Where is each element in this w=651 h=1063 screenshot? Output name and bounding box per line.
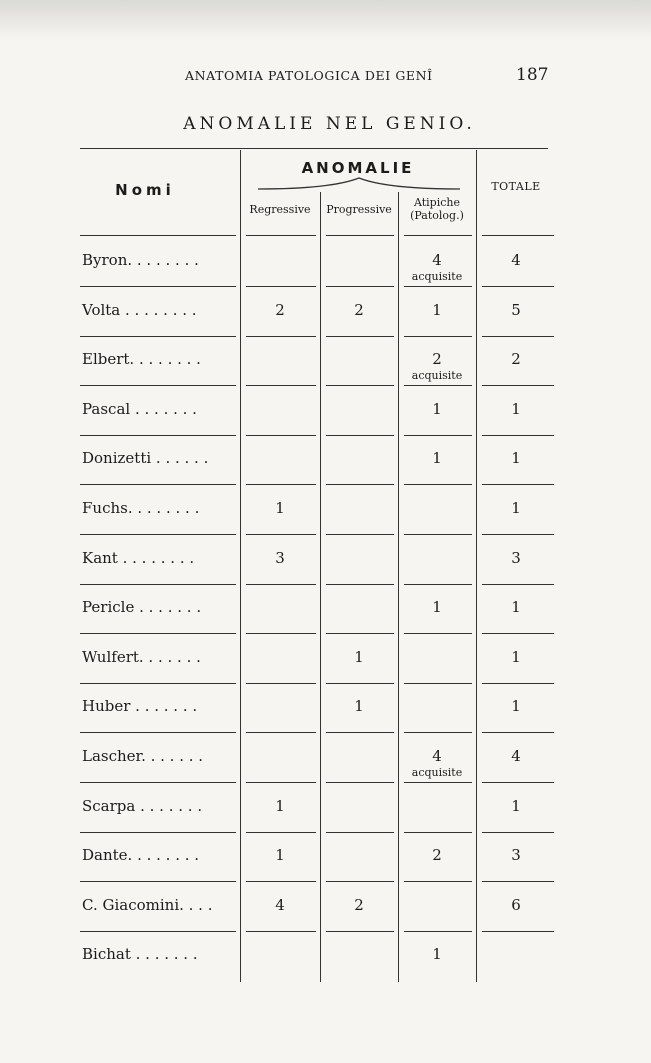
header-totale: TOTALE bbox=[491, 180, 541, 193]
table-top-rule bbox=[80, 148, 548, 149]
row-rule bbox=[246, 534, 316, 535]
row-rule bbox=[80, 832, 236, 833]
row-rule bbox=[246, 732, 316, 733]
row-rule bbox=[482, 832, 554, 833]
row-regressive: 1 bbox=[275, 796, 285, 815]
header-nomi: Nomi bbox=[115, 181, 175, 199]
row-totale: 1 bbox=[511, 796, 521, 815]
row-rule bbox=[482, 931, 554, 932]
row-rule bbox=[326, 782, 394, 783]
header-atipiche-line1: Atipiche bbox=[413, 196, 460, 209]
row-name: Pericle . . . . . . . bbox=[82, 598, 202, 617]
row-rule bbox=[80, 683, 236, 684]
row-name: Lascher. . . . . . . bbox=[82, 747, 204, 765]
row-rule bbox=[80, 881, 236, 882]
row-rule bbox=[404, 484, 472, 485]
row-totale: 6 bbox=[511, 895, 521, 914]
row-name: Dante. . . . . . . . bbox=[82, 846, 200, 865]
row-rule bbox=[80, 435, 236, 436]
row-totale: 1 bbox=[511, 499, 521, 517]
row-atipiche: 2 bbox=[432, 846, 442, 865]
row-rule bbox=[80, 584, 236, 585]
row-regressive: 1 bbox=[275, 846, 285, 865]
row-progressive: 1 bbox=[354, 697, 364, 716]
row-rule bbox=[404, 683, 472, 684]
table-row bbox=[0, 747, 651, 797]
row-rule bbox=[404, 584, 472, 585]
table-row bbox=[0, 896, 651, 946]
table-row bbox=[0, 301, 651, 351]
header-progressive: Progressive bbox=[326, 203, 392, 216]
row-totale: 4 bbox=[511, 251, 521, 269]
header-atipiche-line2: (Patolog.) bbox=[410, 209, 464, 222]
row-rule bbox=[80, 484, 236, 485]
row-rule bbox=[404, 832, 472, 833]
row-rule bbox=[246, 683, 316, 684]
row-rule bbox=[482, 683, 554, 684]
row-regressive: 4 bbox=[275, 895, 285, 914]
row-regressive: 3 bbox=[275, 548, 285, 567]
row-rule bbox=[326, 931, 394, 932]
row-note: acquisite bbox=[411, 766, 463, 779]
row-rule bbox=[404, 385, 472, 386]
row-rule bbox=[326, 633, 394, 634]
table-row bbox=[0, 598, 651, 648]
row-atipiche: 1 bbox=[432, 449, 442, 468]
row-atipiche: 4 bbox=[432, 251, 442, 269]
table-row bbox=[0, 400, 651, 450]
row-rule bbox=[404, 881, 472, 882]
row-rule bbox=[404, 931, 472, 932]
header-regressive: Regressive bbox=[249, 203, 311, 216]
row-rule bbox=[326, 534, 394, 535]
row-rule bbox=[482, 336, 554, 337]
row-rule bbox=[482, 633, 554, 634]
table-row bbox=[0, 449, 651, 499]
row-rule bbox=[246, 584, 316, 585]
row-name: Bichat . . . . . . . bbox=[82, 945, 198, 964]
row-rule bbox=[246, 832, 316, 833]
table-row bbox=[0, 697, 651, 747]
row-rule bbox=[80, 534, 236, 535]
row-rule bbox=[482, 584, 554, 585]
row-atipiche: 1 bbox=[432, 399, 442, 418]
row-totale: 2 bbox=[511, 350, 521, 369]
row-totale: 1 bbox=[511, 399, 521, 418]
row-name: Volta . . . . . . . . bbox=[82, 300, 197, 319]
row-rule bbox=[80, 931, 236, 932]
row-rule bbox=[246, 633, 316, 634]
row-rule bbox=[326, 286, 394, 287]
row-rule bbox=[482, 881, 554, 882]
row-rule bbox=[80, 385, 236, 386]
page-number: 187 bbox=[516, 65, 549, 85]
row-rule bbox=[482, 732, 554, 733]
row-rule bbox=[246, 435, 316, 436]
row-name: Huber . . . . . . . bbox=[82, 697, 198, 716]
row-name: C. Giacomini. . . . bbox=[82, 895, 213, 914]
row-progressive: 2 bbox=[354, 895, 364, 914]
table-row bbox=[0, 499, 651, 549]
row-totale: 3 bbox=[511, 846, 521, 865]
row-atipiche: 1 bbox=[432, 300, 442, 319]
row-name: Kant . . . . . . . . bbox=[82, 548, 195, 567]
section-title: ANOMALIE NEL GENIO. bbox=[183, 114, 476, 134]
row-note: acquisite bbox=[411, 270, 463, 283]
row-name: Byron. . . . . . . . bbox=[82, 251, 199, 269]
row-rule bbox=[80, 782, 236, 783]
header-atipiche bbox=[398, 196, 476, 222]
scan-top-band bbox=[0, 0, 651, 40]
row-rule bbox=[246, 931, 316, 932]
row-name: Fuchs. . . . . . . . bbox=[82, 499, 200, 517]
table-row bbox=[0, 350, 651, 400]
row-rule bbox=[326, 584, 394, 585]
row-totale: 4 bbox=[511, 747, 521, 765]
table-row bbox=[0, 549, 651, 599]
row-atipiche: 1 bbox=[432, 598, 442, 617]
row-rule bbox=[246, 782, 316, 783]
row-rule bbox=[326, 881, 394, 882]
row-rule bbox=[246, 881, 316, 882]
row-totale: 1 bbox=[511, 697, 521, 716]
anomalie-bracket bbox=[256, 175, 462, 191]
row-rule bbox=[404, 286, 472, 287]
row-note: acquisite bbox=[411, 369, 463, 383]
row-name: Pascal . . . . . . . bbox=[82, 399, 197, 418]
row-rule bbox=[80, 633, 236, 634]
row-rule bbox=[326, 732, 394, 733]
header-bottom-rule bbox=[482, 235, 554, 236]
row-atipiche: 1 bbox=[432, 945, 442, 964]
row-totale: 1 bbox=[511, 598, 521, 617]
header-bottom-rule bbox=[326, 235, 394, 236]
row-rule bbox=[326, 435, 394, 436]
running-head: ANATOMIA PATOLOGICA DEI GENÎ bbox=[185, 68, 433, 83]
row-atipiche: 2 bbox=[432, 350, 442, 369]
table-row bbox=[0, 846, 651, 896]
table-row bbox=[0, 251, 651, 301]
row-rule bbox=[482, 385, 554, 386]
row-rule bbox=[246, 484, 316, 485]
row-rule bbox=[404, 782, 472, 783]
row-rule bbox=[80, 732, 236, 733]
row-rule bbox=[404, 336, 472, 337]
row-rule bbox=[246, 336, 316, 337]
row-atipiche: 4 bbox=[432, 747, 442, 765]
header-bottom-rule bbox=[246, 235, 316, 236]
row-rule bbox=[326, 484, 394, 485]
row-rule bbox=[482, 782, 554, 783]
row-rule bbox=[326, 385, 394, 386]
row-regressive: 1 bbox=[275, 499, 285, 517]
row-totale: 3 bbox=[511, 548, 521, 567]
row-rule bbox=[404, 435, 472, 436]
row-rule bbox=[482, 435, 554, 436]
row-rule bbox=[326, 683, 394, 684]
row-totale: 5 bbox=[511, 300, 521, 319]
row-rule bbox=[482, 484, 554, 485]
row-rule bbox=[404, 534, 472, 535]
row-totale: 1 bbox=[511, 647, 521, 666]
row-rule bbox=[404, 732, 472, 733]
row-rule bbox=[404, 633, 472, 634]
header-bottom-rule bbox=[404, 235, 472, 236]
row-name: Elbert. . . . . . . . bbox=[82, 350, 201, 369]
row-rule bbox=[80, 286, 236, 287]
row-rule bbox=[326, 336, 394, 337]
row-name: Scarpa . . . . . . . bbox=[82, 796, 203, 815]
row-name: Wulfert. . . . . . . bbox=[82, 647, 201, 666]
row-totale: 1 bbox=[511, 449, 521, 468]
row-rule bbox=[246, 385, 316, 386]
row-name: Donizetti . . . . . . bbox=[82, 449, 209, 468]
row-progressive: 2 bbox=[354, 300, 364, 319]
row-rule bbox=[482, 534, 554, 535]
row-rule bbox=[246, 286, 316, 287]
table-row bbox=[0, 945, 651, 995]
row-regressive: 2 bbox=[275, 300, 285, 319]
row-progressive: 1 bbox=[354, 647, 364, 666]
row-rule bbox=[482, 286, 554, 287]
table-row bbox=[0, 648, 651, 698]
table-row bbox=[0, 797, 651, 847]
header-bottom-rule bbox=[80, 235, 236, 236]
row-rule bbox=[80, 336, 236, 337]
header-anomalie: ANOMALIE bbox=[301, 159, 415, 177]
row-rule bbox=[326, 832, 394, 833]
